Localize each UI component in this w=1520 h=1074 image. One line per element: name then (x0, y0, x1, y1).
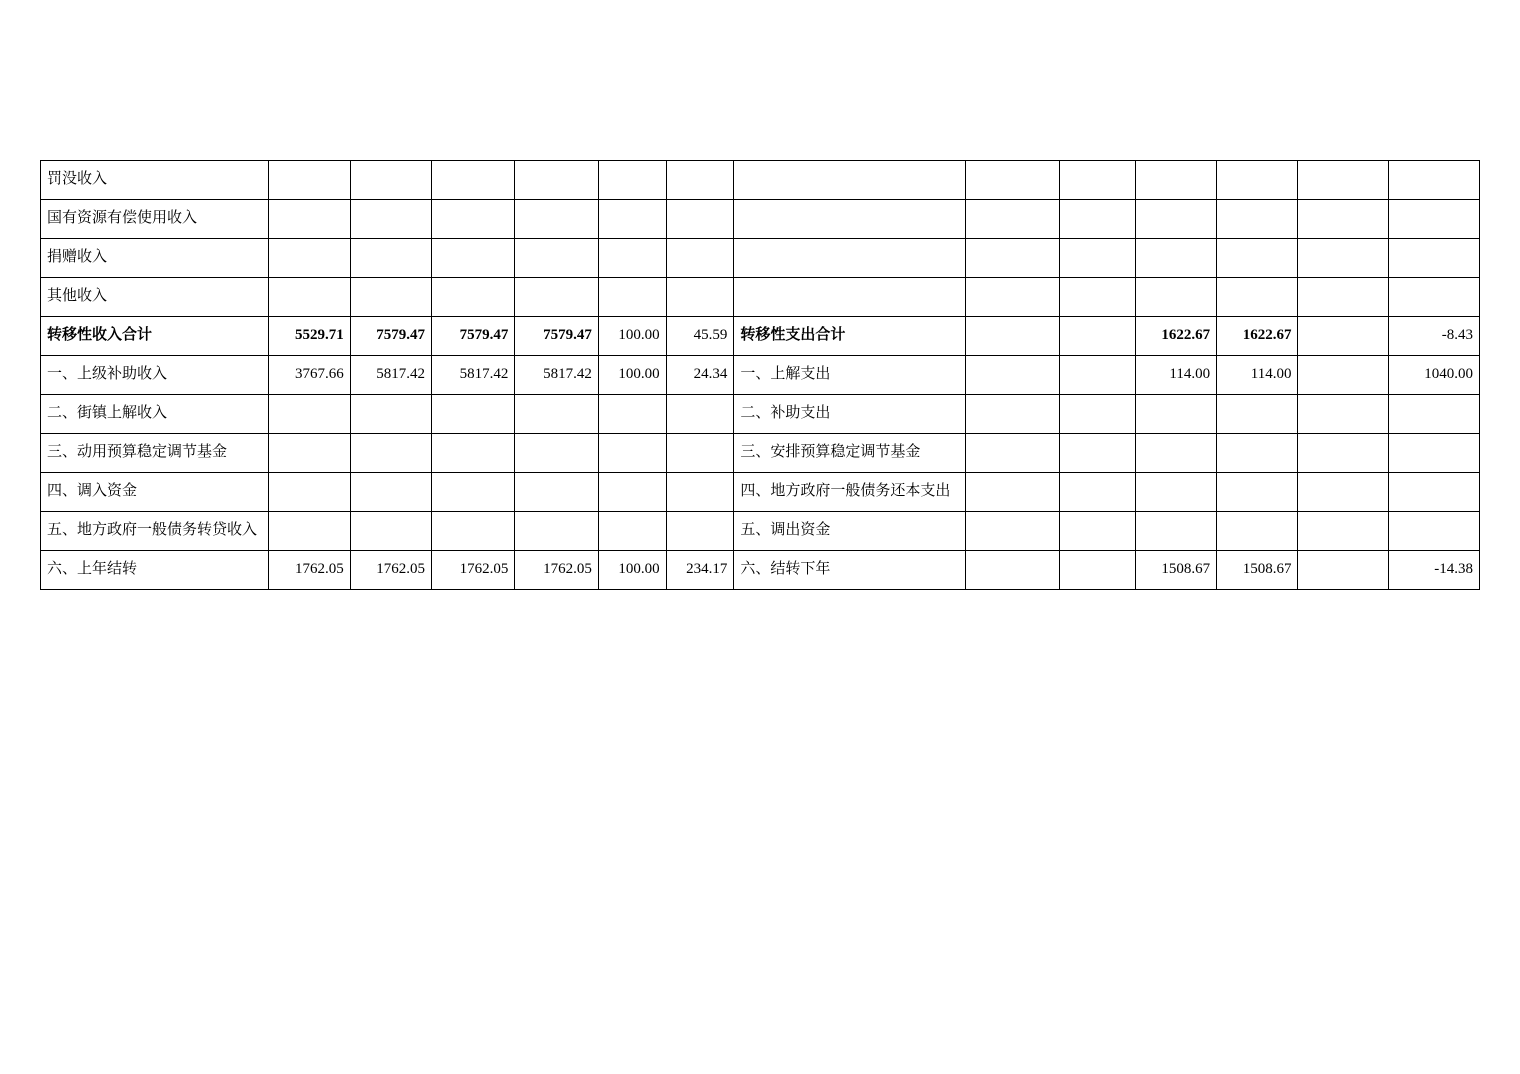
table-cell: 5817.42 (350, 356, 431, 395)
table-cell (1389, 239, 1480, 278)
row-label-expenditure: 三、安排预算稳定调节基金 (734, 434, 965, 473)
table-cell (1059, 161, 1135, 200)
table-cell: 1762.05 (432, 551, 515, 590)
row-label-income: 一、上级补助收入 (41, 356, 269, 395)
table-cell (1217, 161, 1298, 200)
table-cell (1217, 395, 1298, 434)
table-cell (1298, 551, 1389, 590)
table-cell (515, 161, 598, 200)
table-cell (1059, 317, 1135, 356)
table-row (41, 512, 1480, 551)
table-cell (515, 395, 598, 434)
table-cell (1059, 512, 1135, 551)
table-cell (269, 278, 350, 317)
table-cell (1298, 200, 1389, 239)
row-label-income: 其他收入 (41, 278, 269, 317)
budget-table-body (41, 161, 1480, 590)
table-cell (1059, 551, 1135, 590)
table-cell (598, 239, 666, 278)
table-cell: 5817.42 (515, 356, 598, 395)
table-cell (666, 395, 734, 434)
budget-table-container (40, 160, 1480, 590)
table-cell: 7579.47 (350, 317, 431, 356)
table-cell (1217, 512, 1298, 551)
table-cell (965, 356, 1059, 395)
row-label-income: 转移性收入合计 (41, 317, 269, 356)
table-cell (1217, 473, 1298, 512)
table-cell (515, 239, 598, 278)
row-label-income: 捐赠收入 (41, 239, 269, 278)
table-cell (350, 395, 431, 434)
table-cell: 100.00 (598, 551, 666, 590)
table-cell (965, 278, 1059, 317)
table-cell (965, 161, 1059, 200)
row-label-income: 三、动用预算稳定调节基金 (41, 434, 269, 473)
table-cell (598, 161, 666, 200)
table-cell (666, 434, 734, 473)
table-cell (1059, 278, 1135, 317)
table-cell: 24.34 (666, 356, 734, 395)
table-cell (515, 434, 598, 473)
table-cell (1059, 395, 1135, 434)
table-cell (598, 512, 666, 551)
row-label-income: 二、街镇上解收入 (41, 395, 269, 434)
table-cell: 1762.05 (350, 551, 431, 590)
table-cell: 1622.67 (1135, 317, 1216, 356)
row-label-expenditure: 一、上解支出 (734, 356, 965, 395)
table-cell: 234.17 (666, 551, 734, 590)
table-cell (1059, 200, 1135, 239)
table-cell (432, 512, 515, 551)
table-row (41, 356, 1480, 395)
table-cell (1389, 473, 1480, 512)
table-cell (1298, 395, 1389, 434)
table-cell (598, 473, 666, 512)
table-cell: 1622.67 (1217, 317, 1298, 356)
row-label-income: 四、调入资金 (41, 473, 269, 512)
table-cell (598, 278, 666, 317)
table-cell (269, 200, 350, 239)
row-label-expenditure (734, 200, 965, 239)
table-cell (350, 473, 431, 512)
table-cell (965, 434, 1059, 473)
table-cell (1298, 278, 1389, 317)
table-cell: 114.00 (1217, 356, 1298, 395)
table-cell (1135, 161, 1216, 200)
row-label-expenditure (734, 161, 965, 200)
table-cell (269, 239, 350, 278)
table-cell (432, 161, 515, 200)
table-cell (350, 512, 431, 551)
table-cell: 7579.47 (432, 317, 515, 356)
table-cell (965, 473, 1059, 512)
row-label-expenditure (734, 278, 965, 317)
table-cell (598, 200, 666, 239)
table-cell: 45.59 (666, 317, 734, 356)
table-cell (432, 473, 515, 512)
table-cell (350, 200, 431, 239)
table-cell (1217, 239, 1298, 278)
table-row (41, 278, 1480, 317)
table-cell (666, 200, 734, 239)
table-cell: 1508.67 (1135, 551, 1216, 590)
table-cell (515, 200, 598, 239)
table-cell (666, 161, 734, 200)
table-cell (515, 278, 598, 317)
row-label-income: 六、上年结转 (41, 551, 269, 590)
table-cell (1298, 356, 1389, 395)
row-label-income: 国有资源有偿使用收入 (41, 200, 269, 239)
table-cell: 114.00 (1135, 356, 1216, 395)
table-cell (1135, 473, 1216, 512)
table-cell (1059, 239, 1135, 278)
table-row (41, 473, 1480, 512)
budget-table (40, 160, 1480, 590)
table-cell (1135, 278, 1216, 317)
table-cell (965, 239, 1059, 278)
table-cell (1298, 473, 1389, 512)
table-cell (1389, 161, 1480, 200)
table-cell: 100.00 (598, 317, 666, 356)
table-cell (666, 512, 734, 551)
table-cell (269, 434, 350, 473)
table-cell (515, 512, 598, 551)
row-label-income: 罚没收入 (41, 161, 269, 200)
table-cell (1389, 278, 1480, 317)
table-cell (269, 512, 350, 551)
table-row (41, 200, 1480, 239)
table-cell (666, 239, 734, 278)
table-cell (1059, 473, 1135, 512)
table-cell (1389, 434, 1480, 473)
table-cell (1059, 356, 1135, 395)
table-cell: 5817.42 (432, 356, 515, 395)
table-cell (432, 278, 515, 317)
table-cell: 5529.71 (269, 317, 350, 356)
table-cell (350, 239, 431, 278)
table-cell: -14.38 (1389, 551, 1480, 590)
table-cell (965, 512, 1059, 551)
table-row (41, 434, 1480, 473)
table-cell (965, 317, 1059, 356)
table-cell (965, 395, 1059, 434)
table-cell (1389, 512, 1480, 551)
table-cell (515, 473, 598, 512)
table-cell (269, 473, 350, 512)
table-cell: 7579.47 (515, 317, 598, 356)
table-cell (1217, 278, 1298, 317)
table-cell (1298, 317, 1389, 356)
table-cell (1298, 434, 1389, 473)
table-cell (598, 434, 666, 473)
table-cell: 3767.66 (269, 356, 350, 395)
table-cell (432, 395, 515, 434)
table-cell (598, 395, 666, 434)
row-label-income: 五、地方政府一般债务转贷收入 (41, 512, 269, 551)
table-cell: 1508.67 (1217, 551, 1298, 590)
table-row (41, 551, 1480, 590)
table-cell (666, 473, 734, 512)
table-cell (1135, 239, 1216, 278)
table-cell (269, 161, 350, 200)
table-cell (350, 278, 431, 317)
row-label-expenditure: 六、结转下年 (734, 551, 965, 590)
table-cell (269, 395, 350, 434)
table-cell: 1040.00 (1389, 356, 1480, 395)
row-label-expenditure: 四、地方政府一般债务还本支出 (734, 473, 965, 512)
table-cell (1389, 200, 1480, 239)
table-cell (1298, 512, 1389, 551)
table-cell (350, 434, 431, 473)
table-cell (1217, 434, 1298, 473)
table-cell (1298, 161, 1389, 200)
table-cell (965, 551, 1059, 590)
table-cell (1135, 200, 1216, 239)
table-cell (432, 239, 515, 278)
table-row (41, 239, 1480, 278)
row-label-expenditure: 二、补助支出 (734, 395, 965, 434)
table-cell (1135, 395, 1216, 434)
table-row (41, 317, 1480, 356)
table-cell (666, 278, 734, 317)
row-label-expenditure (734, 239, 965, 278)
table-cell (965, 200, 1059, 239)
table-cell: 1762.05 (269, 551, 350, 590)
table-cell (1135, 434, 1216, 473)
table-cell (1298, 239, 1389, 278)
table-cell: 100.00 (598, 356, 666, 395)
table-cell (1389, 395, 1480, 434)
row-label-expenditure: 五、调出资金 (734, 512, 965, 551)
table-row (41, 161, 1480, 200)
table-cell (432, 200, 515, 239)
row-label-expenditure: 转移性支出合计 (734, 317, 965, 356)
table-row (41, 395, 1480, 434)
table-cell (1059, 434, 1135, 473)
table-cell (1135, 512, 1216, 551)
table-cell: 1762.05 (515, 551, 598, 590)
table-cell (350, 161, 431, 200)
table-cell: -8.43 (1389, 317, 1480, 356)
table-cell (1217, 200, 1298, 239)
table-cell (432, 434, 515, 473)
